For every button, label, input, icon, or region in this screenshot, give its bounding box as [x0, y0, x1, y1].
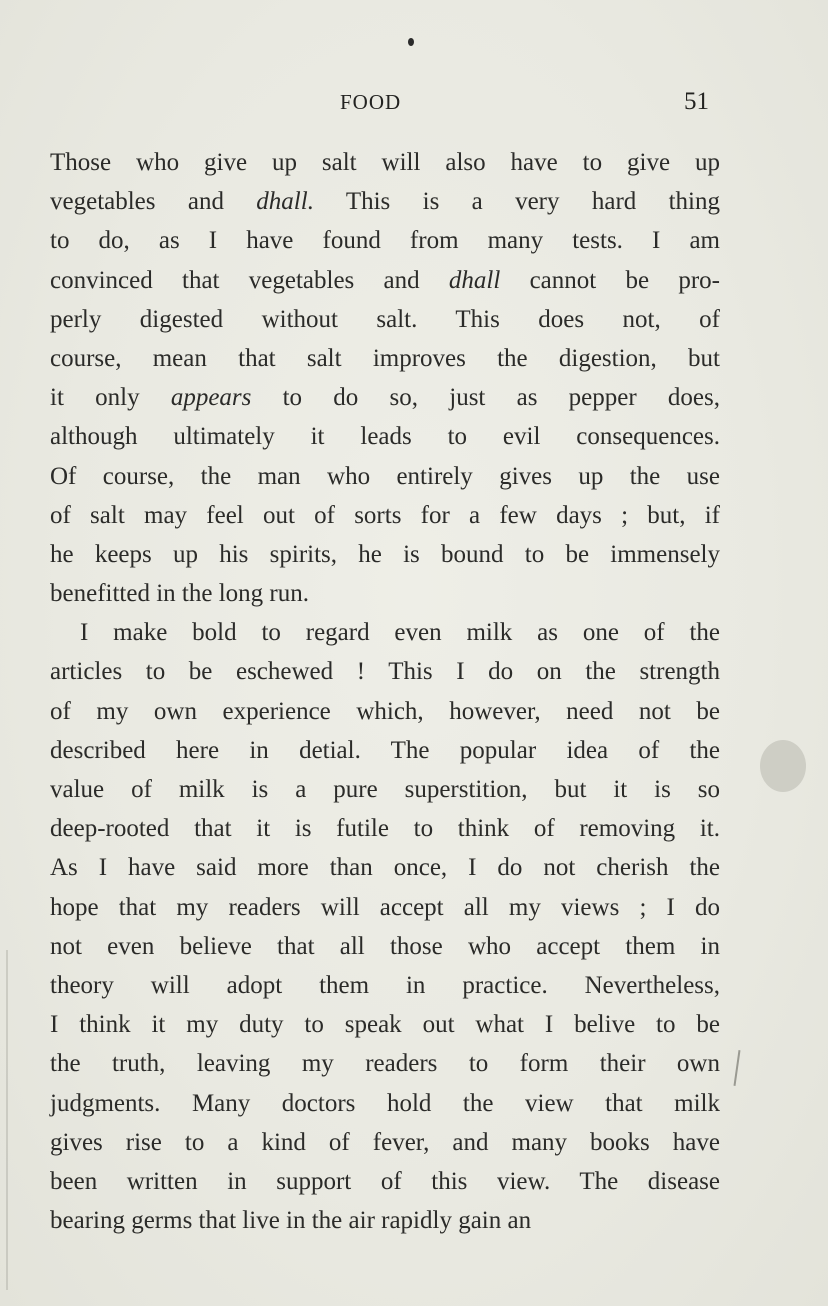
- text-run: not even believe that all those who accept them in: [50, 932, 720, 960]
- text-line: [50, 221, 720, 260]
- text-run: gives rise to a kind of fever, and many books have: [50, 1128, 720, 1156]
- text-line: [50, 652, 720, 691]
- text-line: [50, 770, 720, 809]
- text-run: been written in support of this view. The disease: [50, 1167, 720, 1195]
- ink-dot: [408, 38, 414, 46]
- text-run: described here in detial. The popular idea of the: [50, 736, 720, 764]
- text-line: [50, 888, 720, 927]
- text-line: [50, 417, 720, 456]
- italic-word: dhall: [448, 266, 501, 294]
- text-line: [50, 496, 720, 535]
- margin-pencil-mark: [734, 1050, 741, 1086]
- text-line: [50, 966, 720, 1005]
- text-line: [50, 848, 720, 887]
- text-run: As I have said more than once, I do not cherish the: [50, 854, 720, 882]
- text-run: bearing germs that live in the air rapidly gain an: [50, 1207, 532, 1235]
- text-run: Of course, the man who entirely gives up the use: [50, 462, 720, 490]
- page-number: 51: [684, 88, 709, 115]
- text-run: benefitted in the long run.: [50, 580, 309, 608]
- page-header: [0, 88, 828, 118]
- text-line: [50, 1084, 720, 1123]
- page-edge-shadow: [6, 950, 8, 1290]
- text-run: vegetables and: [50, 188, 257, 216]
- text-run: convinced that vegetables and: [50, 266, 449, 294]
- text-line: [50, 378, 720, 417]
- text-run: it only: [50, 384, 171, 412]
- text-run: cannot be pro-: [500, 266, 721, 294]
- text-run: judgments. Many doctors hold the view that milk: [50, 1089, 720, 1117]
- text-run: the truth, leaving my readers to form their own: [50, 1050, 720, 1078]
- text-run: articles to be eschewed ! This I do on the strength: [50, 658, 720, 686]
- text-run: although ultimately it leads to evil consequences.: [50, 423, 720, 451]
- text-line: [50, 457, 720, 496]
- text-run: I think it my duty to speak out what I belive to be: [50, 1011, 720, 1039]
- text-run: to do so, just as pepper does,: [251, 384, 720, 412]
- text-run: I make bold to regard even milk as one of the: [80, 619, 720, 647]
- text-line: [50, 1162, 720, 1201]
- text-line: [50, 143, 720, 182]
- text-run: he keeps up his spirits, he is bound to be immensely: [50, 540, 720, 568]
- text-line: [50, 261, 720, 300]
- text-run: This is a very hard thing: [313, 188, 721, 216]
- text-line: [50, 1005, 720, 1044]
- text-line: [50, 731, 720, 770]
- text-line: [50, 613, 720, 652]
- text-run: to do, as I have found from many tests. I am: [50, 227, 720, 255]
- body-text: [50, 143, 720, 1240]
- text-line: [50, 300, 720, 339]
- text-line: [50, 339, 720, 378]
- italic-word: appears: [170, 384, 252, 412]
- text-line: [50, 1044, 720, 1083]
- text-run: deep-rooted that it is futile to think of removing it.: [50, 815, 720, 843]
- text-line: [50, 809, 720, 848]
- paragraph: [50, 613, 720, 1240]
- text-line: [50, 1123, 720, 1162]
- text-run: Those who give up salt will also have to give up: [50, 149, 720, 176]
- text-run: theory will adopt them in practice. Nevertheless,: [50, 971, 720, 999]
- scan-smudge: [760, 740, 806, 792]
- text-line: [50, 927, 720, 966]
- text-line: [50, 574, 720, 613]
- text-run: perly digested without salt. This does not, of: [50, 305, 720, 333]
- paragraph: [50, 143, 720, 613]
- text-run: value of milk is a pure superstition, but it is so: [50, 776, 720, 803]
- text-run: of my own experience which, however, need not be: [50, 697, 720, 725]
- italic-word: dhall.: [256, 188, 314, 216]
- text-run: course, mean that salt improves the digestion, but: [50, 344, 720, 372]
- text-line: [50, 1201, 720, 1240]
- text-run: of salt may feel out of sorts for a few days ; but, if: [50, 501, 720, 529]
- text-line: [50, 182, 720, 221]
- text-line: [50, 692, 720, 731]
- running-head: FOOD: [340, 90, 402, 114]
- text-line: [50, 535, 720, 574]
- text-run: hope that my readers will accept all my views ; I do: [50, 893, 720, 921]
